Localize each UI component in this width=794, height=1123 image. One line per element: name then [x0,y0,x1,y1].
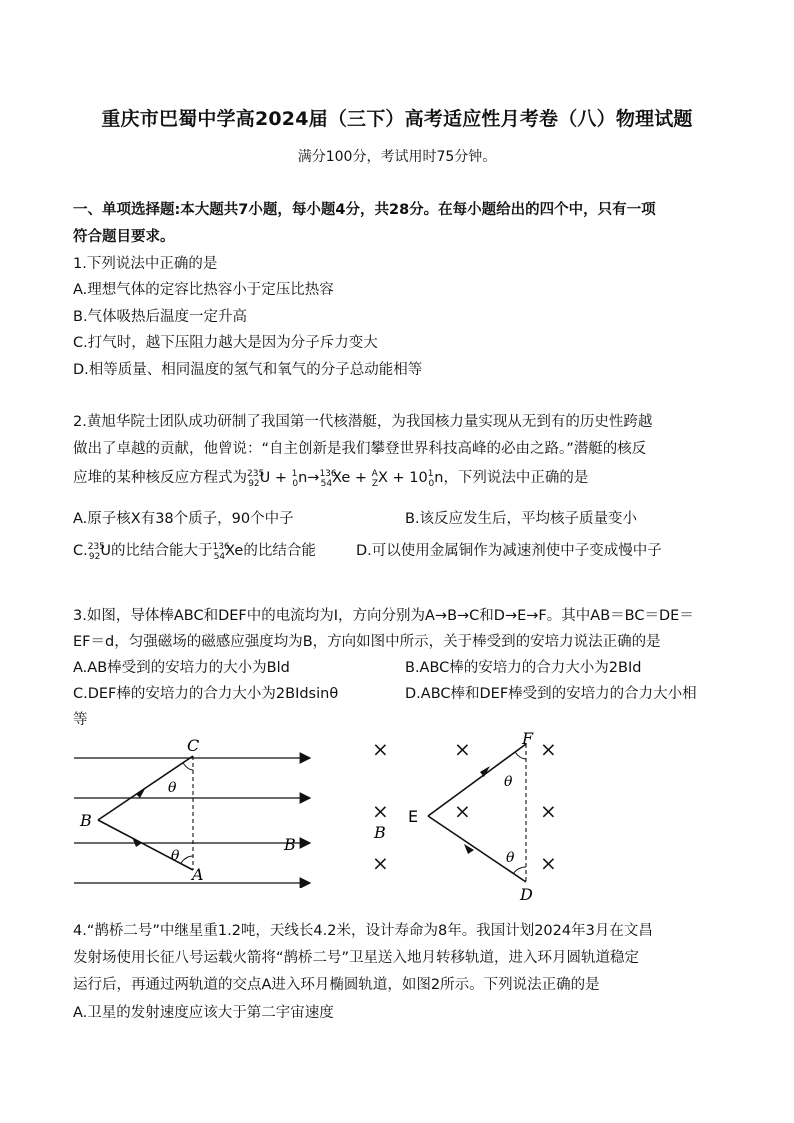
q2-stem-line3 [73,466,588,489]
q2-option-a: A.原子核X有38个质子，90个中子 [73,511,294,527]
page-title: 重庆市巴蜀中学高2024届（三下）高考适应性月考卷（八）物理试题 [101,108,693,130]
rod-bc [98,756,193,820]
page-subtitle: 满分100分，考试用时75分钟。 [297,149,497,165]
cross-icon: × [372,737,389,761]
q1-option-b: B.气体吸热后温度一定升高 [73,309,248,325]
q3-option-a: A.AB棒受到的安培力的大小为Bld [73,660,290,676]
label-field-b: B [374,823,386,842]
q4-stem-line1: 4.“鹊桥二号”中继星重1.2吨，天线长4.2米，设计寿命为8年。我国计划2024年3月在文昌 [73,923,653,939]
label-a: A [192,865,204,884]
theta-label: θ [504,774,513,790]
field-crosses [372,737,557,875]
cross-icon: × [540,737,557,761]
cross-icon: × [454,799,471,823]
rod-de [428,816,526,882]
label-b-point: B [80,811,92,830]
cross-icon: × [540,851,557,875]
q2-option-c: C.$^{235}_{92}$U的比结合能大于$^{136}_{54}$Xe的比结合能 [73,542,316,562]
cross-icon: × [372,851,389,875]
q2-option-b: B.该反应发生后，平均核子质量变小 [405,511,638,527]
section-heading: 一、单项选择题:本大题共7小题，每小题4分，共28分。在每小题给出的四个中，只有一项 [73,202,656,218]
cross-icon: × [372,799,389,823]
q1-option-a: A.理想气体的定容比热容小于定压比热容 [73,282,334,298]
angle-arc [181,856,193,863]
label-e: E [408,807,419,826]
q3-option-d-cont: 等 [73,712,88,728]
q4-option-a: A.卫星的发射速度应该大于第二宇宙速度 [73,1005,334,1021]
cross-icon: × [540,799,557,823]
label-d: D [520,885,533,904]
figure-def-rod [366,730,566,904]
q3-option-b: B.ABC棒的安培力的合力大小为2BId [405,660,642,676]
angle-arc [515,752,526,759]
q3-stem-line2: EF＝d，匀强磁场的磁感应强度均为B，方向如图中所示，关于棒受到的安培力说法正确的是 [73,634,661,650]
q3-option-c: C.DEF棒的安培力的合力大小为2BIdsinθ [73,686,339,702]
q4-stem-line2: 发射场使用长征八号运载火箭将“鹊桥二号”卫星送入地月转移轨道，进入环月圆轨道稳定 [73,950,640,966]
angle-arc [513,867,526,874]
q3-option-d: D.ABC棒和DEF棒受到的安培力的合力大小相 [405,686,697,702]
q2-option-d: D.可以使用金属铜作为减速剂使中子变成慢中子 [356,543,662,559]
section-heading-cont: 符合题目要求。 [73,229,175,245]
cross-icon: × [454,737,471,761]
angle-arc [183,763,193,770]
theta-label: θ [171,848,180,864]
theta-label: θ [506,850,515,866]
nuclear-equation: $^{235}_{92}U + ^1_0n\to^{136}_{54}Xe + ^A_ZX + 10^1_0n$ [247,469,444,489]
q2-stem-line1: 2.黄旭华院士团队成功研制了我国第一代核潜艇，为我国核力量实现从无到有的历史性跨越 [73,414,653,430]
theta-label: θ [168,780,177,796]
q1-option-d: D.相等质量、相同温度的氢气和氧气的分子总动能相等 [73,362,423,378]
q2-line3-prefix: 应堆的某种核反应方程式为 [73,470,247,486]
q4-stem-line3: 运行后，再通过两轨道的交点A进入环月椭圆轨道，如图2所示。下列说法正确的是 [73,977,600,993]
q1-option-c: C.打气时，越下压阻力越大是因为分子斥力变大 [73,335,378,351]
label-c: C [187,736,200,755]
figure-abc-rod [74,736,324,888]
q2-stem-line2: 做出了卓越的贡献，他曾说：“自主创新是我们攀登世界科技高峰的必由之路。”潜艇的核反 [73,441,647,457]
q2-line3-suffix: ，下列说法中正确的是 [443,470,589,486]
label-f: F [522,730,534,748]
q3-stem-line1: 3.如图，导体棒ABC和DEF中的电流均为I，方向分别为A→B→C和D→E→F。其中AB＝BC＝DE＝ [73,608,694,624]
label-field-b: B [284,835,296,854]
q1-stem: 1.下列说法中正确的是 [73,256,218,272]
